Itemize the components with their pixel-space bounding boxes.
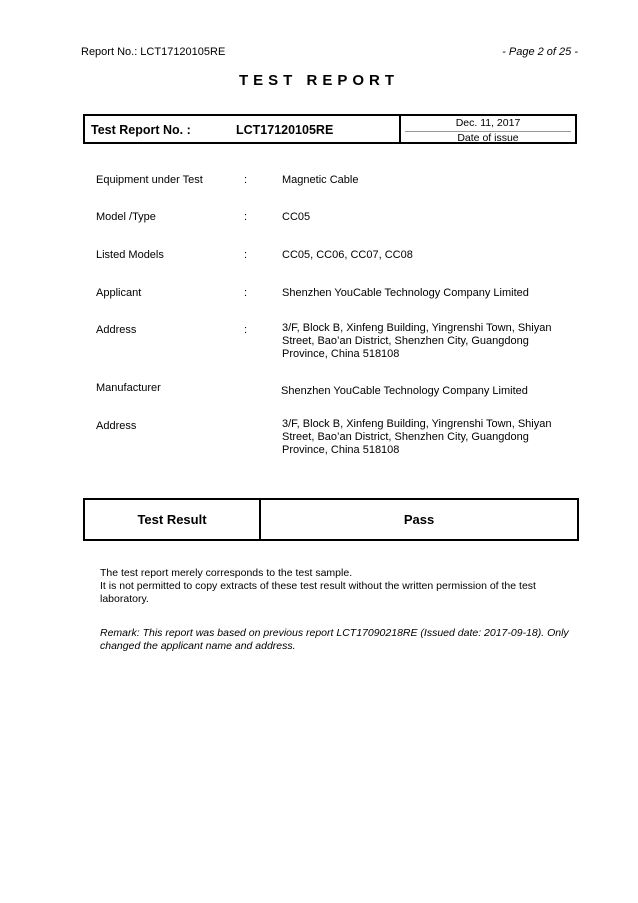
header-page-number: - Page 2 of 25 - [502,46,578,58]
manufacturer-address-label: Address [96,420,137,432]
report-number-label: Test Report No. : [91,123,191,137]
applicant-colon: : [244,287,248,299]
header-report-number: Report No.: LCT17120105RE [81,46,226,58]
test-result-label: Test Result [137,512,207,527]
manufacturer-label: Manufacturer [96,382,161,394]
issue-date-caption: Date of issue [457,132,519,144]
report-number-box [83,114,577,144]
manufacturer-value: Shenzhen YouCable Technology Company Limited [281,385,528,397]
applicant-address-value: 3/F, Block B, Xinfeng Building, Yingrenshi Town, Shiyan Street, Bao’an District, Shenzhen City, Guangdong Province, China 518108 [282,322,552,360]
test-result-box [83,498,579,541]
issue-date: Dec. 11, 2017 [455,117,521,129]
manufacturer-address-value: 3/F, Block B, Xinfeng Building, Yingrenshi Town, Shiyan Street, Bao’an District, Shenzhen City, Guangdong Province, China 518108 [282,418,552,456]
notes [100,567,570,606]
listed-models-colon: : [244,249,248,261]
notes-line-2: It is not permitted to copy extracts of these test result without the written permission of the test laboratory. [100,580,536,605]
applicant-label: Applicant [96,287,142,299]
listed-models-value: CC05, CC06, CC07, CC08 [282,249,413,261]
equipment-value: Magnetic Cable [282,174,359,186]
model-colon: : [244,211,248,223]
listed-models-label: Listed Models [96,249,164,261]
equipment-colon: : [244,174,248,186]
equipment-label: Equipment under Test [96,174,203,186]
model-label: Model /Type [96,211,156,223]
report-number-value: LCT17120105RE [236,123,334,137]
model-value: CC05 [282,211,311,223]
applicant-address-label: Address [96,324,137,336]
applicant-value: Shenzhen YouCable Technology Company Limited [282,287,529,299]
remark: Remark: This report was based on previous report LCT17090218RE (Issued date: 2017-09-18). Only changed the applicant name and address. [100,627,569,652]
page-title: TEST REPORT [238,72,399,89]
applicant-address-colon: : [244,324,248,336]
notes-line-1: The test report merely corresponds to the test sample. [100,567,353,579]
test-result-value: Pass [403,512,435,527]
